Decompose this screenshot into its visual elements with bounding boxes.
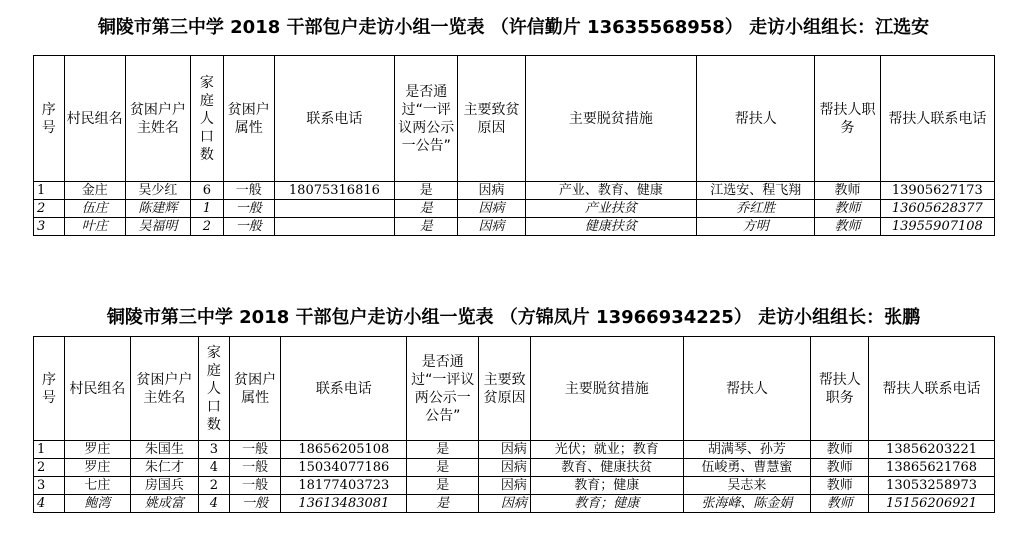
table-cell: 叶庄 <box>64 218 125 236</box>
table-cell: 因病 <box>458 200 525 218</box>
table-cell: 3 <box>34 477 65 495</box>
table-cell: 胡满琴、孙芳 <box>683 441 811 459</box>
table-cell: 4 <box>34 495 65 513</box>
header-cell: 贫困户属性 <box>229 337 281 441</box>
table-cell: 教师 <box>815 182 880 200</box>
table-cell: 教育；健康 <box>530 477 683 495</box>
table-cell: 金庄 <box>64 182 125 200</box>
table-cell: 18177403723 <box>281 477 407 495</box>
table-cell: 教师 <box>811 495 869 513</box>
table-cell: 产业扶贫 <box>525 200 696 218</box>
table-cell: 15156206921 <box>869 495 995 513</box>
table-cell: 是 <box>407 495 479 513</box>
header-cell: 贫困户户主姓名 <box>125 56 190 182</box>
table-cell: 因病 <box>479 441 531 459</box>
header-cell: 村民组名 <box>64 337 130 441</box>
table-cell: 6 <box>191 182 224 200</box>
table-cell: 一般 <box>223 182 274 200</box>
table-cell: 教师 <box>811 441 869 459</box>
table-cell: 2 <box>191 218 224 236</box>
table-cell: 一般 <box>229 495 281 513</box>
table-row <box>34 200 995 218</box>
table-cell: 是 <box>407 459 479 477</box>
table-row <box>34 182 995 200</box>
table-cell: 是 <box>395 182 458 200</box>
table-cell: 1 <box>34 441 65 459</box>
table-cell: 伍峻勇、曹慧蜜 <box>683 459 811 477</box>
table-cell: 13605628377 <box>880 200 994 218</box>
table-cell: 教师 <box>811 459 869 477</box>
header-cell: 村民组名 <box>64 56 125 182</box>
header-cell: 主要致贫原因 <box>479 337 531 441</box>
table-cell: 朱仁才 <box>130 459 198 477</box>
header-cell: 贫困户属性 <box>223 56 274 182</box>
table-cell: 朱国生 <box>130 441 198 459</box>
table-cell: 一般 <box>229 477 281 495</box>
table-cell: 13856203221 <box>869 441 995 459</box>
table-cell: 一般 <box>229 441 281 459</box>
table-cell: 1 <box>191 200 224 218</box>
table-cell: 18656205108 <box>281 441 407 459</box>
table-cell: 光伏；就业；教育 <box>530 441 683 459</box>
table-row <box>34 477 995 495</box>
table-cell: 教师 <box>815 218 880 236</box>
table1-header-row <box>34 56 995 182</box>
table-cell: 4 <box>198 495 229 513</box>
header-cell: 贫困户户主姓名 <box>130 337 198 441</box>
table1-title: 铜陵市第三中学 2018 干部包户走访小组一览表 （许信勤片 13635568958） 走访小组组长：江选安 <box>97 17 930 38</box>
table-row <box>34 459 995 477</box>
table-cell: 13905627173 <box>880 182 994 200</box>
table2-title: 铜陵市第三中学 2018 干部包户走访小组一览表 （方锦凤片 13966934225） 走访小组组长：张鹏 <box>106 307 921 328</box>
table-cell: 姚成富 <box>130 495 198 513</box>
header-cell: 主要致贫原因 <box>458 56 525 182</box>
table-cell: 教师 <box>811 477 869 495</box>
table-cell <box>274 200 394 218</box>
table-cell: 是 <box>407 441 479 459</box>
header-cell: 帮扶人 <box>697 56 815 182</box>
table-row <box>34 441 995 459</box>
table-cell: 13955907108 <box>880 218 994 236</box>
table-cell: 吴福明 <box>125 218 190 236</box>
table-cell: 18075316816 <box>274 182 394 200</box>
table-cell: 陈建辉 <box>125 200 190 218</box>
header-cell: 家庭人口数 <box>198 337 229 441</box>
table-cell: 13053258973 <box>869 477 995 495</box>
header-cell: 家庭人口数 <box>191 56 224 182</box>
table-cell: 乔红胜 <box>697 200 815 218</box>
header-cell: 联系电话 <box>281 337 407 441</box>
table-cell: 是 <box>395 218 458 236</box>
table-cell <box>274 218 394 236</box>
table-cell: 教育；健康 <box>530 495 683 513</box>
header-cell: 序号 <box>34 56 65 182</box>
table-cell: 方明 <box>697 218 815 236</box>
header-cell: 帮扶人联系电话 <box>869 337 995 441</box>
header-cell: 帮扶人职务 <box>815 56 880 182</box>
table1 <box>33 55 995 236</box>
header-cell: 是否通过“一评议两公示一公告” <box>395 56 458 182</box>
table-cell: 因病 <box>479 459 531 477</box>
table-cell: 1 <box>34 182 65 200</box>
table-cell: 产业、教育、健康 <box>525 182 696 200</box>
table-cell: 一般 <box>223 200 274 218</box>
table-cell: 3 <box>198 441 229 459</box>
table-cell: 2 <box>34 459 65 477</box>
table-cell: 因病 <box>458 218 525 236</box>
table-cell: 罗庄 <box>64 441 130 459</box>
header-cell: 联系电话 <box>274 56 394 182</box>
header-cell: 序号 <box>34 337 65 441</box>
table-cell: 教师 <box>815 200 880 218</box>
table-cell: 吴志来 <box>683 477 811 495</box>
table-cell: 一般 <box>223 218 274 236</box>
table-cell: 4 <box>198 459 229 477</box>
header-cell: 帮扶人 <box>683 337 811 441</box>
table-cell: 七庄 <box>64 477 130 495</box>
table-cell: 教育、健康扶贫 <box>530 459 683 477</box>
table2 <box>33 336 995 513</box>
table-cell: 伍庄 <box>64 200 125 218</box>
table-cell: 因病 <box>479 495 531 513</box>
table-cell: 鲍湾 <box>64 495 130 513</box>
table-cell: 因病 <box>458 182 525 200</box>
table-cell: 2 <box>198 477 229 495</box>
table-cell: 15034077186 <box>281 459 407 477</box>
table-cell: 吴少红 <box>125 182 190 200</box>
table-cell: 3 <box>34 218 65 236</box>
table-cell: 是 <box>395 200 458 218</box>
table-cell: 张海峰、陈金娟 <box>683 495 811 513</box>
header-cell: 主要脱贫措施 <box>525 56 696 182</box>
table-cell: 是 <box>407 477 479 495</box>
table-cell: 13865621768 <box>869 459 995 477</box>
header-cell: 是否通过“一评议两公示一公告” <box>407 337 479 441</box>
table-cell: 13613483081 <box>281 495 407 513</box>
header-cell: 帮扶人职务 <box>811 337 869 441</box>
table-cell: 江选安、程飞翔 <box>697 182 815 200</box>
table-row <box>34 218 995 236</box>
header-cell: 主要脱贫措施 <box>530 337 683 441</box>
table-cell: 2 <box>34 200 65 218</box>
table-row <box>34 495 995 513</box>
table-cell: 罗庄 <box>64 459 130 477</box>
table-cell: 健康扶贫 <box>525 218 696 236</box>
table-cell: 房国兵 <box>130 477 198 495</box>
header-cell: 帮扶人联系电话 <box>880 56 994 182</box>
table-cell: 一般 <box>229 459 281 477</box>
table2-header-row <box>34 337 995 441</box>
table-cell: 因病 <box>479 477 531 495</box>
